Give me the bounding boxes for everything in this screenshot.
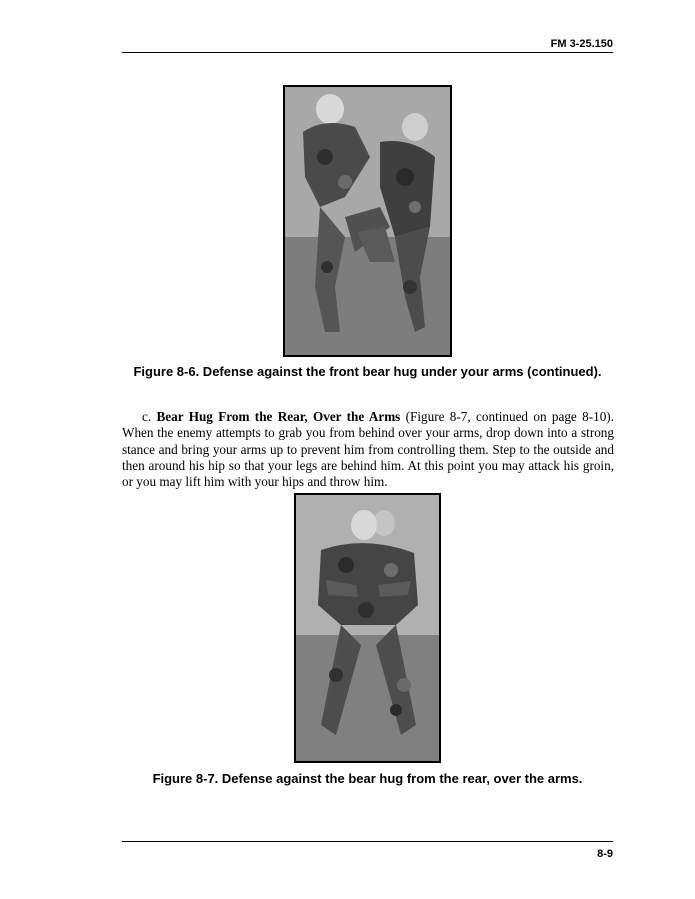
figure-8-6-caption: Figure 8-6. Defense against the front bear hug under your arms (continued). [133, 364, 602, 379]
page-number: 8-9 [597, 848, 613, 860]
figure-8-6-photo [283, 85, 452, 357]
paragraph-body: (Figure 8-7, continued on page 8-10). When the enemy attempts to grab you from behind over your arms, drop down into a strong stance and bring your arms up to prevent him from controlling them. Step to the outside and then around his hip so that your legs are behind him. At this point you may attack his groin, or you may lift him with your hips and throw him. [122, 409, 614, 490]
figure-8-7-caption: Figure 8-7. Defense against the bear hug from the rear, over the arms. [152, 771, 583, 786]
paragraph-marker: c. [142, 409, 152, 424]
body-paragraph [122, 409, 614, 490]
header-rule [122, 52, 613, 53]
footer-rule [122, 841, 613, 842]
figure-8-7-photo [294, 493, 441, 763]
paragraph-title: Bear Hug From the Rear, Over the Arms [156, 409, 401, 424]
document-id: FM 3-25.150 [550, 38, 613, 50]
